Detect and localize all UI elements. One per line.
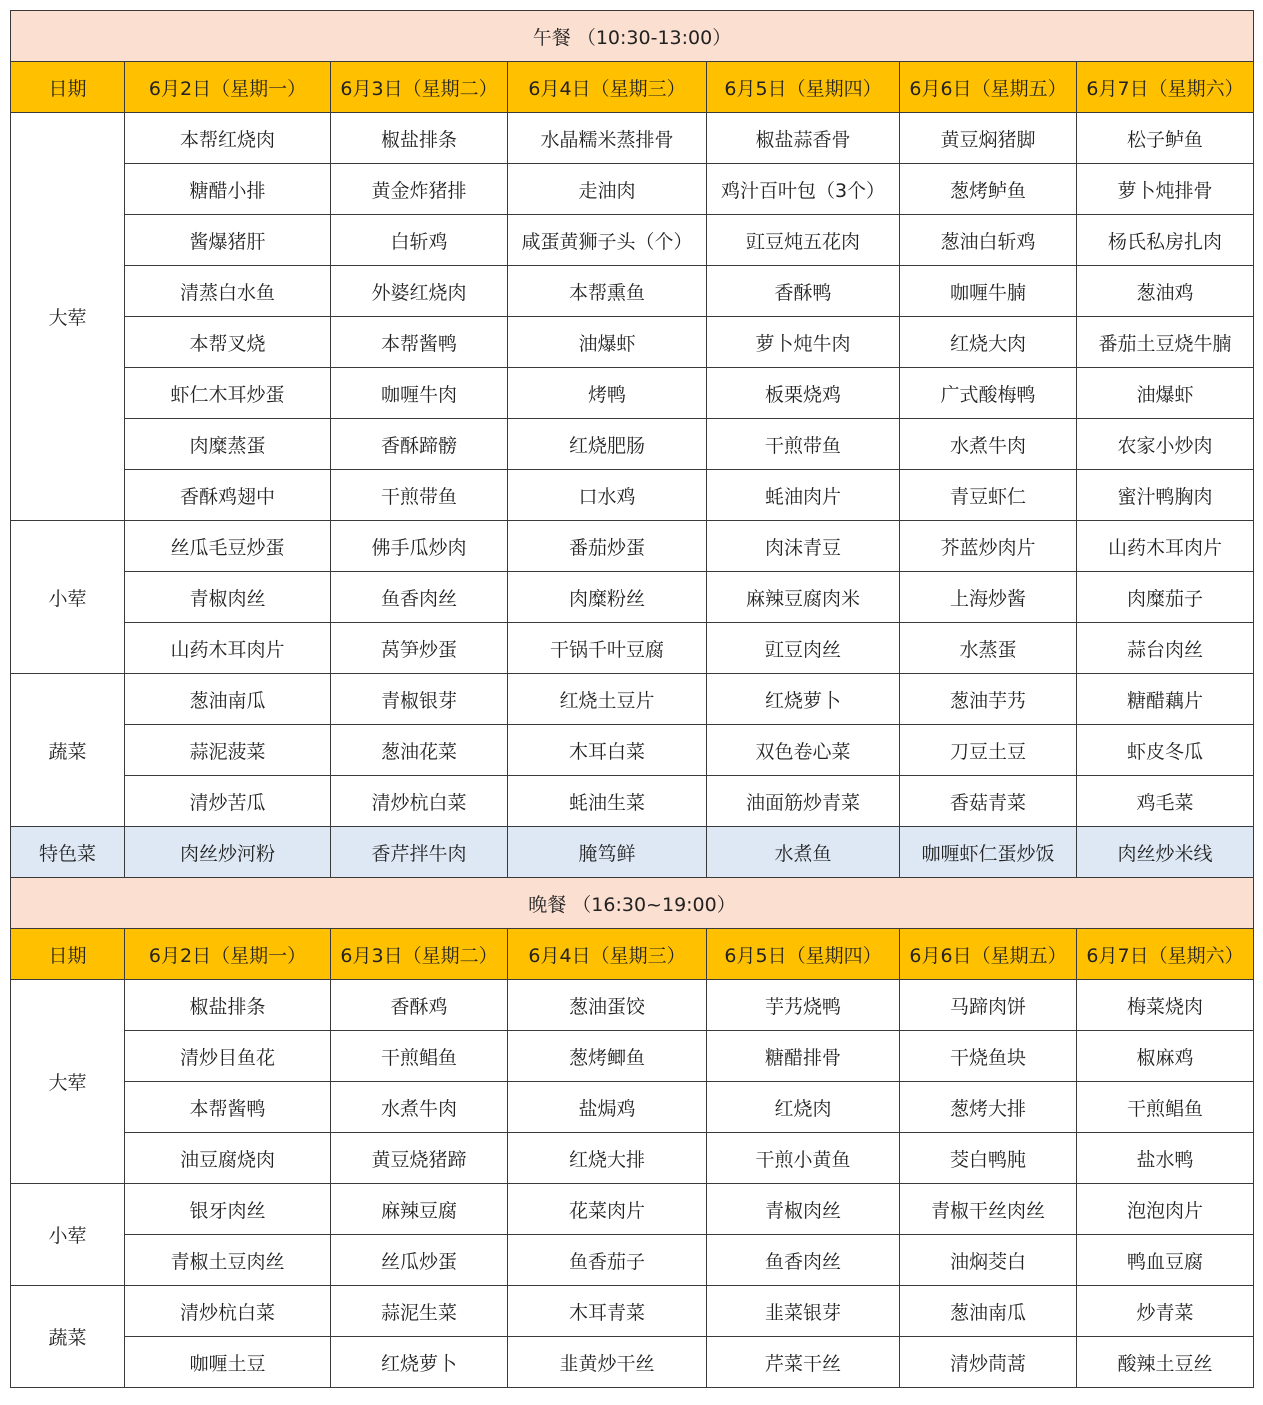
dish-cell: 清蒸白水鱼 xyxy=(125,266,331,317)
dish-cell: 本帮熏鱼 xyxy=(508,266,707,317)
dish-cell: 本帮酱鸭 xyxy=(125,1082,331,1133)
dish-cell: 香酥鸡翅中 xyxy=(125,470,331,521)
dish-cell: 萝卜炖排骨 xyxy=(1077,164,1254,215)
dish-cell: 葱油白斩鸡 xyxy=(900,215,1077,266)
dish-cell: 肉糜粉丝 xyxy=(508,572,707,623)
dish-cell: 干煎带鱼 xyxy=(707,419,900,470)
category-label: 小荤 xyxy=(11,521,125,674)
dish-cell: 白斩鸡 xyxy=(331,215,508,266)
dish-cell: 韭菜银芽 xyxy=(707,1286,900,1337)
menu-table xyxy=(10,10,1254,1388)
table-row xyxy=(11,980,1254,1031)
table-row xyxy=(11,1235,1254,1286)
category-label: 小荤 xyxy=(11,1184,125,1286)
table-row xyxy=(11,725,1254,776)
dish-cell: 农家小炒肉 xyxy=(1077,419,1254,470)
dish-cell: 清炒苦瓜 xyxy=(125,776,331,827)
table-row xyxy=(11,674,1254,725)
dish-cell: 水晶糯米蒸排骨 xyxy=(508,113,707,164)
special-dish-cell: 咖喱虾仁蛋炒饭 xyxy=(900,827,1077,878)
dinner-header-row xyxy=(11,929,1254,980)
dish-cell: 油面筋炒青菜 xyxy=(707,776,900,827)
dish-cell: 茭白鸭肫 xyxy=(900,1133,1077,1184)
category-label: 大荤 xyxy=(11,980,125,1184)
dish-cell: 香酥蹄髈 xyxy=(331,419,508,470)
dish-cell: 本帮酱鸭 xyxy=(331,317,508,368)
table-row xyxy=(11,1133,1254,1184)
dish-cell: 青椒干丝肉丝 xyxy=(900,1184,1077,1235)
dish-cell: 椒盐排条 xyxy=(125,980,331,1031)
dish-cell: 番茄土豆烧牛腩 xyxy=(1077,317,1254,368)
table-row xyxy=(11,572,1254,623)
dish-cell: 黄金炸猪排 xyxy=(331,164,508,215)
dish-cell: 酸辣土豆丝 xyxy=(1077,1337,1254,1388)
dish-cell: 干煎鲳鱼 xyxy=(331,1031,508,1082)
dish-cell: 木耳白菜 xyxy=(508,725,707,776)
day-header: 6月5日（星期四） xyxy=(707,929,900,980)
date-label-header: 日期 xyxy=(11,929,125,980)
dish-cell: 葱油南瓜 xyxy=(125,674,331,725)
day-header: 6月4日（星期三） xyxy=(508,62,707,113)
dish-cell: 红烧萝卜 xyxy=(707,674,900,725)
dish-cell: 干煎小黄鱼 xyxy=(707,1133,900,1184)
table-row xyxy=(11,215,1254,266)
dish-cell: 黄豆焖猪脚 xyxy=(900,113,1077,164)
dish-cell: 红烧大排 xyxy=(508,1133,707,1184)
day-header: 6月3日（星期二） xyxy=(331,62,508,113)
special-row xyxy=(11,827,1254,878)
table-row xyxy=(11,1337,1254,1388)
table-row xyxy=(11,623,1254,674)
dish-cell: 水蒸蛋 xyxy=(900,623,1077,674)
dish-cell: 木耳青菜 xyxy=(508,1286,707,1337)
dish-cell: 椒盐蒜香骨 xyxy=(707,113,900,164)
dish-cell: 蜜汁鸭胸肉 xyxy=(1077,470,1254,521)
dish-cell: 肉糜蒸蛋 xyxy=(125,419,331,470)
dish-cell: 椒麻鸡 xyxy=(1077,1031,1254,1082)
dish-cell: 泡泡肉片 xyxy=(1077,1184,1254,1235)
dish-cell: 干锅千叶豆腐 xyxy=(508,623,707,674)
dish-cell: 清炒杭白菜 xyxy=(331,776,508,827)
category-label: 蔬菜 xyxy=(11,1286,125,1388)
dish-cell: 黄豆烧猪蹄 xyxy=(331,1133,508,1184)
dish-cell: 红烧肥肠 xyxy=(508,419,707,470)
dish-cell: 外婆红烧肉 xyxy=(331,266,508,317)
dish-cell: 炒青菜 xyxy=(1077,1286,1254,1337)
dish-cell: 鸡汁百叶包（3个） xyxy=(707,164,900,215)
table-row xyxy=(11,1082,1254,1133)
day-header: 6月3日（星期二） xyxy=(331,929,508,980)
dish-cell: 葱油花菜 xyxy=(331,725,508,776)
dish-cell: 水煮牛肉 xyxy=(331,1082,508,1133)
table-row xyxy=(11,164,1254,215)
dish-cell: 盐水鸭 xyxy=(1077,1133,1254,1184)
dish-cell: 油焖茭白 xyxy=(900,1235,1077,1286)
dish-cell: 红烧萝卜 xyxy=(331,1337,508,1388)
dish-cell: 韭黄炒干丝 xyxy=(508,1337,707,1388)
table-row xyxy=(11,470,1254,521)
special-dish-cell: 肉丝炒河粉 xyxy=(125,827,331,878)
table-row xyxy=(11,317,1254,368)
dish-cell: 本帮叉烧 xyxy=(125,317,331,368)
dish-cell: 双色卷心菜 xyxy=(707,725,900,776)
day-header: 6月6日（星期五） xyxy=(900,929,1077,980)
dish-cell: 葱油芋艿 xyxy=(900,674,1077,725)
dish-cell: 蚝油生菜 xyxy=(508,776,707,827)
dish-cell: 上海炒酱 xyxy=(900,572,1077,623)
lunch-title: 午餐 （10:30-13:00） xyxy=(11,11,1254,62)
day-header: 6月6日（星期五） xyxy=(900,62,1077,113)
special-dish-cell: 香芹拌牛肉 xyxy=(331,827,508,878)
dish-cell: 鱼香肉丝 xyxy=(331,572,508,623)
dish-cell: 清炒茼蒿 xyxy=(900,1337,1077,1388)
dish-cell: 山药木耳肉片 xyxy=(1077,521,1254,572)
dish-cell: 芋艿烧鸭 xyxy=(707,980,900,1031)
dish-cell: 葱烤鲫鱼 xyxy=(508,1031,707,1082)
dish-cell: 糖醋排骨 xyxy=(707,1031,900,1082)
dish-cell: 椒盐排条 xyxy=(331,113,508,164)
day-header: 6月2日（星期一） xyxy=(125,62,331,113)
dish-cell: 蒜泥菠菜 xyxy=(125,725,331,776)
dish-cell: 干烧鱼块 xyxy=(900,1031,1077,1082)
dish-cell: 糖醋小排 xyxy=(125,164,331,215)
dish-cell: 盐焗鸡 xyxy=(508,1082,707,1133)
dish-cell: 番茄炒蛋 xyxy=(508,521,707,572)
dish-cell: 佛手瓜炒肉 xyxy=(331,521,508,572)
dish-cell: 松子鲈鱼 xyxy=(1077,113,1254,164)
table-row xyxy=(11,776,1254,827)
dish-cell: 丝瓜毛豆炒蛋 xyxy=(125,521,331,572)
table-row xyxy=(11,368,1254,419)
dish-cell: 油豆腐烧肉 xyxy=(125,1133,331,1184)
dish-cell: 虾仁木耳炒蛋 xyxy=(125,368,331,419)
dish-cell: 油爆虾 xyxy=(508,317,707,368)
dish-cell: 青椒肉丝 xyxy=(125,572,331,623)
dish-cell: 口水鸡 xyxy=(508,470,707,521)
dish-cell: 葱油南瓜 xyxy=(900,1286,1077,1337)
table-row xyxy=(11,1031,1254,1082)
table-row xyxy=(11,1184,1254,1235)
dish-cell: 葱烤鲈鱼 xyxy=(900,164,1077,215)
dish-cell: 红烧大肉 xyxy=(900,317,1077,368)
dish-cell: 青豆虾仁 xyxy=(900,470,1077,521)
special-category-label: 特色菜 xyxy=(11,827,125,878)
dish-cell: 青椒肉丝 xyxy=(707,1184,900,1235)
table-row xyxy=(11,521,1254,572)
day-header: 6月2日（星期一） xyxy=(125,929,331,980)
dish-cell: 干煎带鱼 xyxy=(331,470,508,521)
dish-cell: 咸蛋黄狮子头（个） xyxy=(508,215,707,266)
dish-cell: 葱油蛋饺 xyxy=(508,980,707,1031)
dish-cell: 清炒目鱼花 xyxy=(125,1031,331,1082)
dish-cell: 芥蓝炒肉片 xyxy=(900,521,1077,572)
dish-cell: 蚝油肉片 xyxy=(707,470,900,521)
dish-cell: 板栗烧鸡 xyxy=(707,368,900,419)
day-header: 6月5日（星期四） xyxy=(707,62,900,113)
dish-cell: 糖醋藕片 xyxy=(1077,674,1254,725)
dish-cell: 虾皮冬瓜 xyxy=(1077,725,1254,776)
category-label: 蔬菜 xyxy=(11,674,125,827)
lunch-header-row xyxy=(11,62,1254,113)
dish-cell: 干煎鲳鱼 xyxy=(1077,1082,1254,1133)
dish-cell: 红烧土豆片 xyxy=(508,674,707,725)
dish-cell: 麻辣豆腐肉米 xyxy=(707,572,900,623)
dish-cell: 鸡毛菜 xyxy=(1077,776,1254,827)
dish-cell: 广式酸梅鸭 xyxy=(900,368,1077,419)
dish-cell: 青椒银芽 xyxy=(331,674,508,725)
dish-cell: 清炒杭白菜 xyxy=(125,1286,331,1337)
lunch-title-row xyxy=(11,11,1254,62)
dish-cell: 走油肉 xyxy=(508,164,707,215)
dish-cell: 杨氏私房扎肉 xyxy=(1077,215,1254,266)
table-row xyxy=(11,419,1254,470)
dish-cell: 山药木耳肉片 xyxy=(125,623,331,674)
dish-cell: 梅菜烧肉 xyxy=(1077,980,1254,1031)
dish-cell: 豇豆炖五花肉 xyxy=(707,215,900,266)
dish-cell: 葱油鸡 xyxy=(1077,266,1254,317)
dinner-title-row xyxy=(11,878,1254,929)
dish-cell: 水煮牛肉 xyxy=(900,419,1077,470)
dish-cell: 酱爆猪肝 xyxy=(125,215,331,266)
special-dish-cell: 水煮鱼 xyxy=(707,827,900,878)
dish-cell: 鸭血豆腐 xyxy=(1077,1235,1254,1286)
table-row xyxy=(11,1286,1254,1337)
dish-cell: 莴笋炒蛋 xyxy=(331,623,508,674)
dish-cell: 银牙肉丝 xyxy=(125,1184,331,1235)
table-row xyxy=(11,266,1254,317)
dish-cell: 丝瓜炒蛋 xyxy=(331,1235,508,1286)
dish-cell: 香酥鸭 xyxy=(707,266,900,317)
dish-cell: 鱼香茄子 xyxy=(508,1235,707,1286)
special-dish-cell: 腌笃鲜 xyxy=(508,827,707,878)
table-row xyxy=(11,113,1254,164)
day-header: 6月7日（星期六） xyxy=(1077,929,1254,980)
dish-cell: 红烧肉 xyxy=(707,1082,900,1133)
dish-cell: 萝卜炖牛肉 xyxy=(707,317,900,368)
dish-cell: 豇豆肉丝 xyxy=(707,623,900,674)
dish-cell: 葱烤大排 xyxy=(900,1082,1077,1133)
special-dish-cell: 肉丝炒米线 xyxy=(1077,827,1254,878)
dinner-title: 晚餐 （16:30~19:00） xyxy=(11,878,1254,929)
dish-cell: 咖喱牛腩 xyxy=(900,266,1077,317)
dish-cell: 香菇青菜 xyxy=(900,776,1077,827)
dish-cell: 芹菜干丝 xyxy=(707,1337,900,1388)
dish-cell: 烤鸭 xyxy=(508,368,707,419)
dish-cell: 本帮红烧肉 xyxy=(125,113,331,164)
dish-cell: 香酥鸡 xyxy=(331,980,508,1031)
date-label-header: 日期 xyxy=(11,62,125,113)
dish-cell: 麻辣豆腐 xyxy=(331,1184,508,1235)
dish-cell: 马蹄肉饼 xyxy=(900,980,1077,1031)
dish-cell: 刀豆土豆 xyxy=(900,725,1077,776)
dish-cell: 蒜泥生菜 xyxy=(331,1286,508,1337)
dish-cell: 油爆虾 xyxy=(1077,368,1254,419)
category-label: 大荤 xyxy=(11,113,125,521)
dish-cell: 鱼香肉丝 xyxy=(707,1235,900,1286)
day-header: 6月7日（星期六） xyxy=(1077,62,1254,113)
dish-cell: 咖喱土豆 xyxy=(125,1337,331,1388)
dish-cell: 肉糜茄子 xyxy=(1077,572,1254,623)
dish-cell: 咖喱牛肉 xyxy=(331,368,508,419)
day-header: 6月4日（星期三） xyxy=(508,929,707,980)
dish-cell: 青椒土豆肉丝 xyxy=(125,1235,331,1286)
dish-cell: 蒜台肉丝 xyxy=(1077,623,1254,674)
dish-cell: 肉沫青豆 xyxy=(707,521,900,572)
dish-cell: 花菜肉片 xyxy=(508,1184,707,1235)
